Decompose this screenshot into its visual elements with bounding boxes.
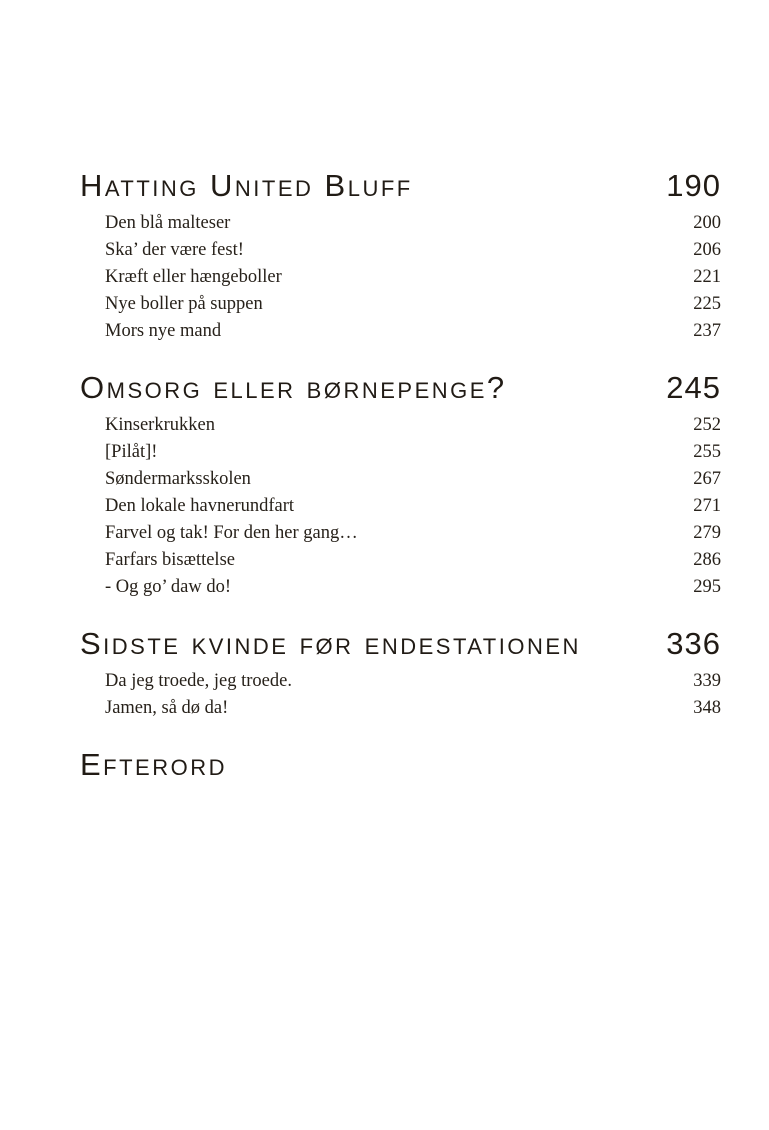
toc-entry xyxy=(105,237,721,264)
toc-entry xyxy=(105,318,721,345)
section-entries xyxy=(80,668,721,722)
entry-page-number: 237 xyxy=(693,321,721,341)
entry-page-number: 225 xyxy=(693,294,721,314)
section-title: Efterord xyxy=(80,747,228,782)
entry-page-number: 279 xyxy=(693,523,721,543)
toc xyxy=(80,168,721,783)
section-heading xyxy=(80,370,721,406)
section-heading xyxy=(80,747,721,783)
toc-entry xyxy=(105,695,721,722)
entry-page-number: 286 xyxy=(693,550,721,570)
entry-title: [Pilåt]! xyxy=(105,442,158,462)
toc-entry xyxy=(105,210,721,237)
entry-page-number: 206 xyxy=(693,240,721,260)
entry-title: Ska’ der være fest! xyxy=(105,240,244,260)
toc-entry xyxy=(105,439,721,466)
toc-entry xyxy=(105,520,721,547)
toc-section xyxy=(80,168,721,345)
entry-title: Den lokale havnerundfart xyxy=(105,496,295,516)
toc-section xyxy=(80,626,721,722)
entry-title: Farvel og tak! For den her gang… xyxy=(105,523,358,543)
entry-title: Nye boller på suppen xyxy=(105,294,263,314)
toc-section xyxy=(80,747,721,783)
entry-title: Farfars bisættelse xyxy=(105,550,235,570)
entry-page-number: 295 xyxy=(693,577,721,597)
entry-title: Kinserkrukken xyxy=(105,415,215,435)
section-heading xyxy=(80,626,721,662)
section-title: Hatting United Bluff xyxy=(80,168,413,203)
section-entries xyxy=(80,412,721,601)
entry-page-number: 255 xyxy=(693,442,721,462)
entry-page-number: 348 xyxy=(693,698,721,718)
entry-page-number: 200 xyxy=(693,213,721,233)
entry-page-number: 252 xyxy=(693,415,721,435)
entry-title: - Og go’ daw do! xyxy=(105,577,232,597)
section-page-number: 190 xyxy=(666,168,721,203)
toc-section xyxy=(80,370,721,601)
toc-entry xyxy=(105,493,721,520)
toc-entry xyxy=(105,291,721,318)
entry-page-number: 271 xyxy=(693,496,721,516)
entry-title: Da jeg troede, jeg troede. xyxy=(105,671,292,691)
toc-entry xyxy=(105,574,721,601)
toc-entry xyxy=(105,264,721,291)
section-title: Sidste kvinde før endestationen xyxy=(80,626,581,661)
section-page-number: 245 xyxy=(666,370,721,405)
entry-title: Jamen, så dø da! xyxy=(105,698,229,718)
toc-entry xyxy=(105,466,721,493)
toc-entry xyxy=(105,412,721,439)
section-title: Omsorg eller børnepenge? xyxy=(80,370,507,405)
entry-title: Kræft eller hængeboller xyxy=(105,267,282,287)
section-page-number: 336 xyxy=(666,626,721,661)
entry-page-number: 267 xyxy=(693,469,721,489)
section-entries xyxy=(80,210,721,345)
entry-page-number: 339 xyxy=(693,671,721,691)
entry-title: Søndermarksskolen xyxy=(105,469,251,489)
toc-entry xyxy=(105,547,721,574)
section-heading xyxy=(80,168,721,204)
entry-title: Den blå malteser xyxy=(105,213,231,233)
toc-entry xyxy=(105,668,721,695)
entry-page-number: 221 xyxy=(693,267,721,287)
entry-title: Mors nye mand xyxy=(105,321,222,341)
